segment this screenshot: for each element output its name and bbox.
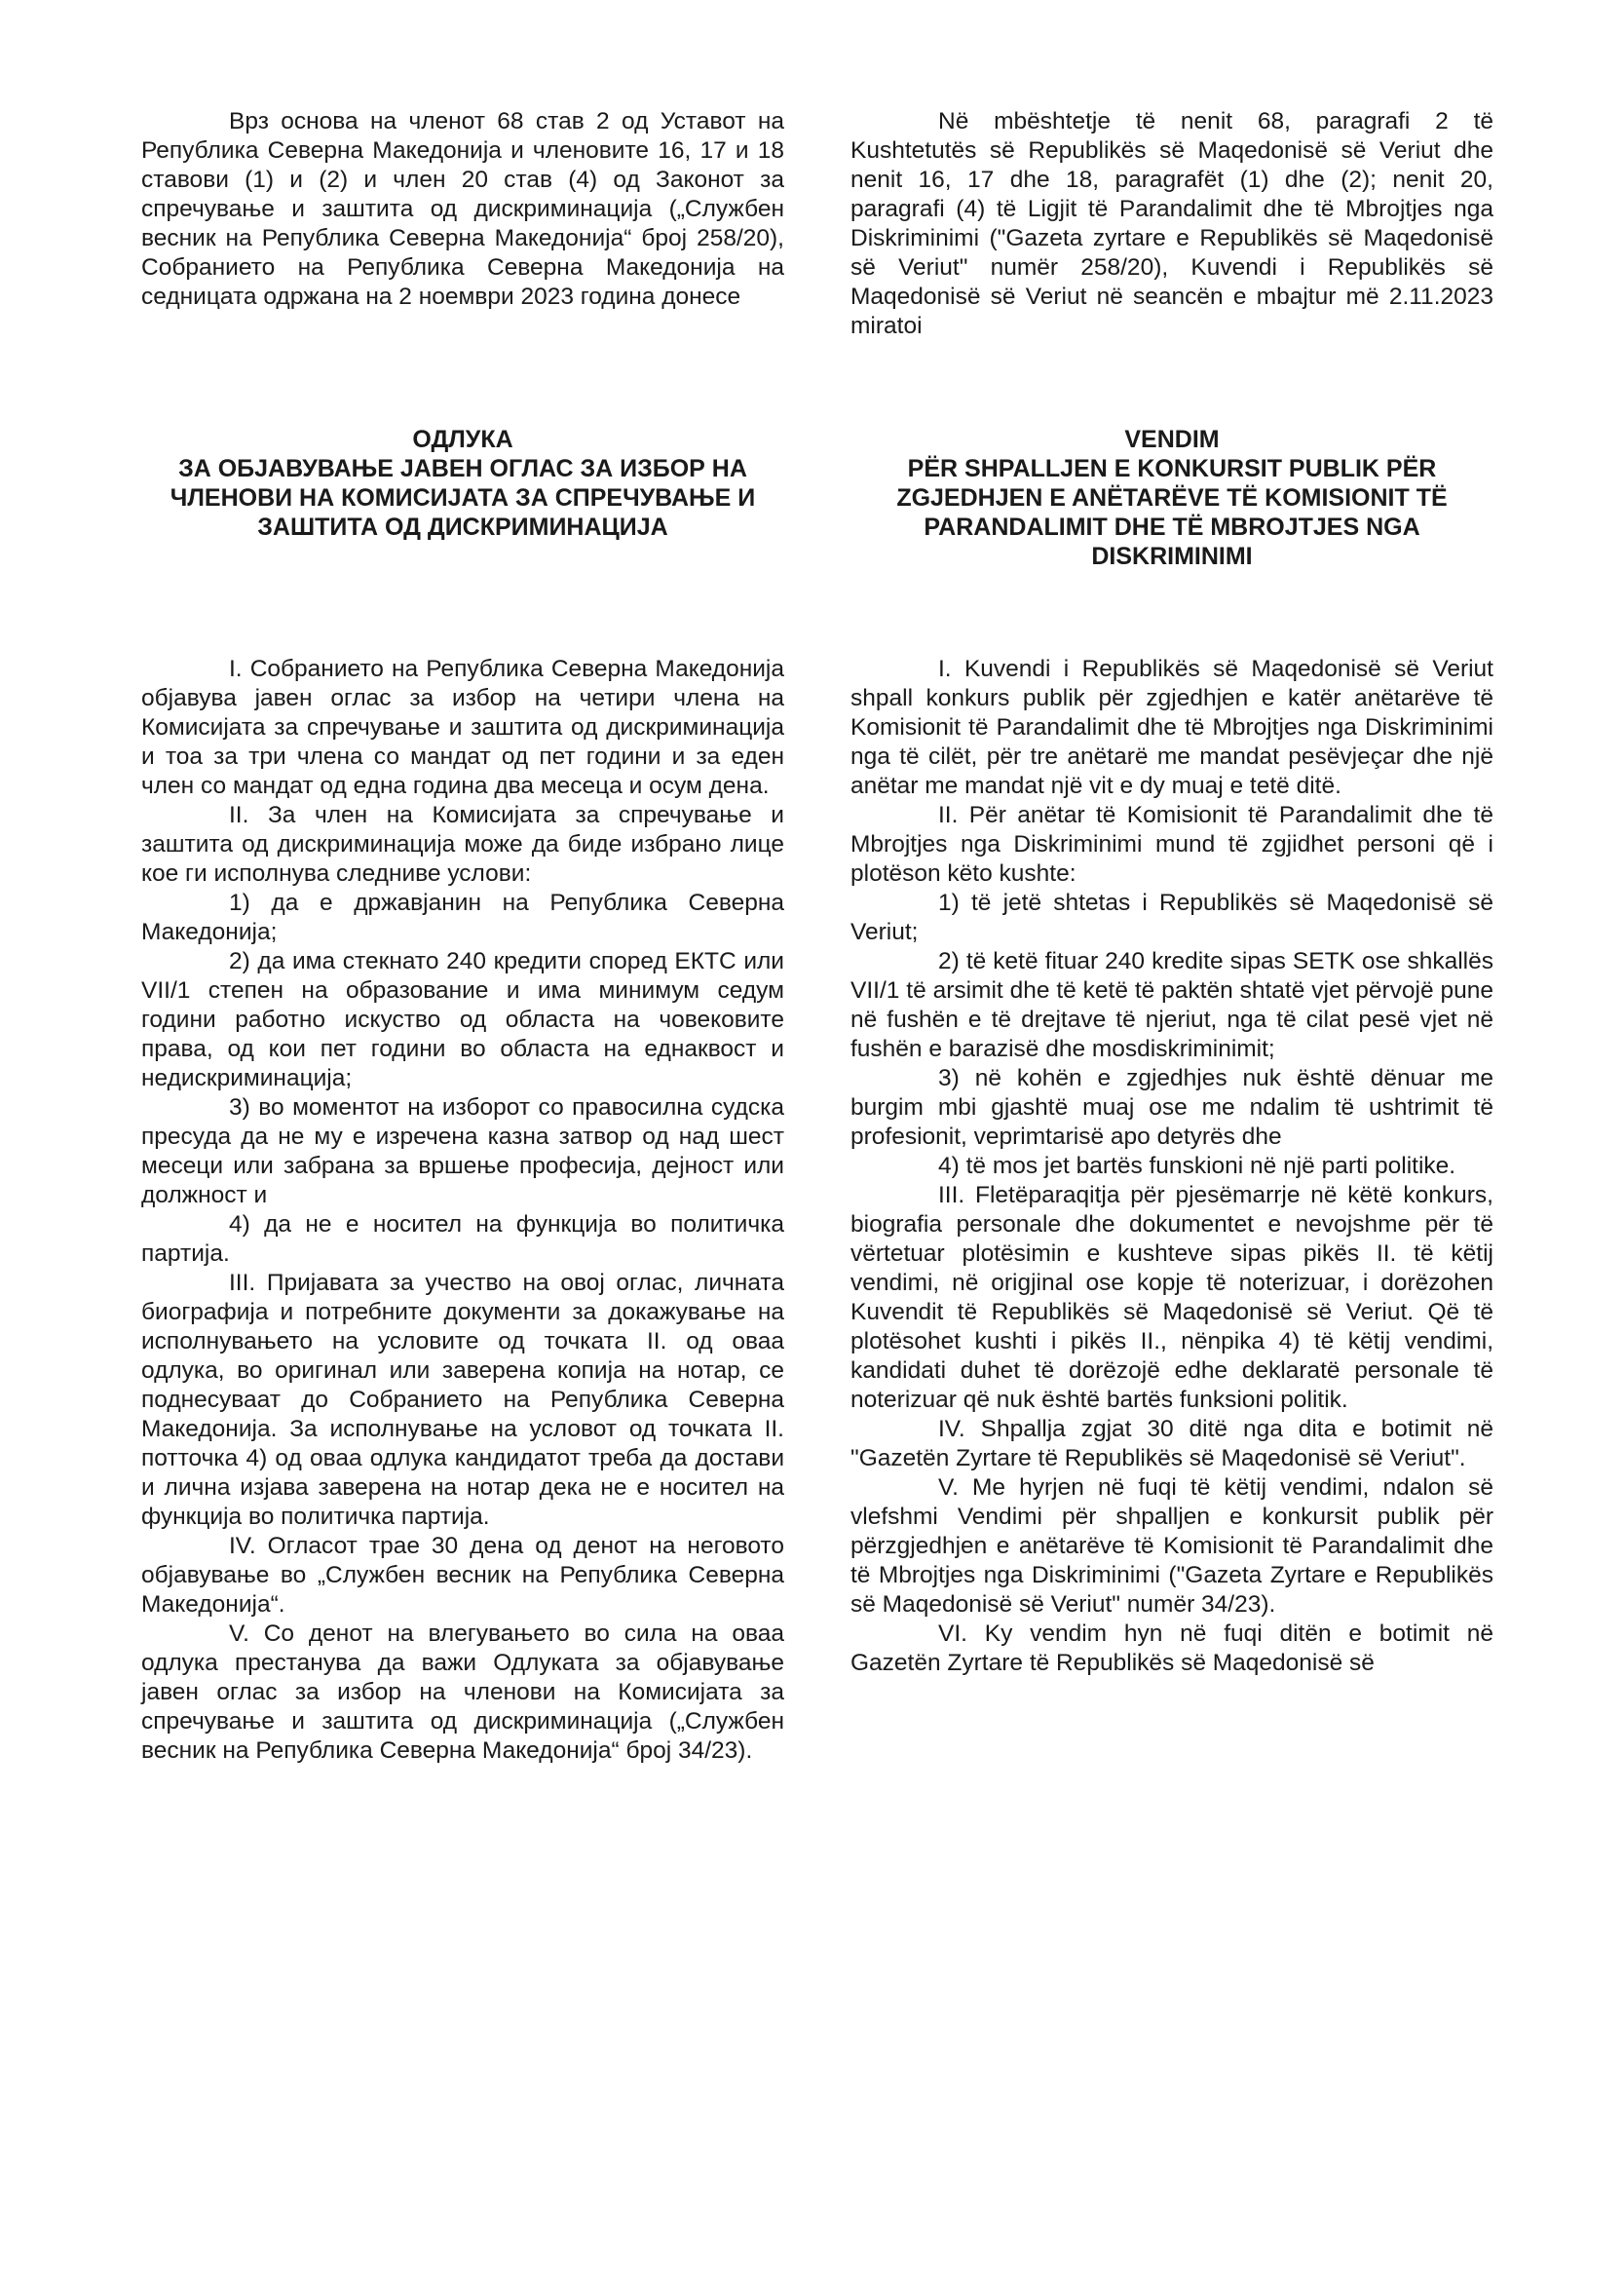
intro-paragraph: Në mbështetje të nenit 68, paragrafi 2 të Kushtetutës së Republikës së Maqedonisë së Veriut dhe nenit 16, 17 dhe 18, paragrafët (1) dhe (2); nenit 20, paragrafi (4) të Ligjit të Parandalimit dhe të Mbrojtjes nga Diskriminimi ("Gazeta zyrtare e Republikës së Maqedonisë së Veriut" numër 258/20), Kuvendi i Republikës së Maqedonisë së Veriut në seancën e mbajtur më 2.11.2023 miratoi [850, 108, 1493, 339]
title-subheading: PËR SHPALLJEN E KONKURSIT PUBLIK PËR ZGJEDHJEN E ANËTARËVE TË KOMISIONIT TË PARANDALIMIT DHE TË MBROJTJES NGA DISKRIMINIMI [896, 455, 1448, 570]
section-2: II. Për anëtar të Komisionit të Parandalimit dhe të Mbrojtjes nga Diskriminimi mund të zgjidhet personi që i plotëson këto kushte: [850, 802, 1493, 887]
condition-3: 3) во моментот на изборот со правосилна судска пресуда да не му е изречена казна затвор од над шест месеци или забрана за вршење професија, дејност или должност и [141, 1094, 784, 1208]
section-2: II. За член на Комисијата за спречување и заштита од дискриминација може да биде избрано лице кое ги исполнува следниве услови: [141, 802, 784, 887]
document-title [850, 425, 1493, 571]
body-text [141, 655, 784, 1766]
title-heading: ОДЛУКА [412, 426, 513, 453]
condition-4: 4) të mos jet bartës funskioni në një parti politike. [938, 1153, 1456, 1179]
section-4: IV. Огласот трае 30 дена од денот на неговото објавување во „Службен весник на Република Северна Македонија“. [141, 1533, 784, 1618]
section-6: VI. Ky vendim hyn në fuqi ditën e botimit në Gazetën Zyrtare të Republikës së Maqedonisë së [850, 1621, 1493, 1676]
section-1: I. Собранието на Република Северна Македонија објавува јавен оглас за избор на четири члена на Комисијата за спречување и заштита од дискриминација и тоа за три члена со мандат од пет години и за еден член со мандат од една година два месеца и осум дена. [141, 656, 784, 799]
section-3: III. Пријавата за учество на овој оглас, личната биографија и потребните документи за докажување на исполнувањето на условите од точката II. од оваа одлука, во оригинал или заверена копија на нотар, се поднесуваат до Собранието на Република Северна Македонија. За исполнување на условот од точката II. потточка 4) од оваа одлука кандидатот треба да достави и лична изјава заверена на нотар дека не е носител на функција во политичка партија. [141, 1270, 784, 1530]
intro-paragraph: Врз основа на членот 68 став 2 од Уставот на Република Северна Македонија и членовите 16, 17 и 18 ставови (1) и (2) и член 20 став (4) од Законот за спречување и заштита од дискриминација („Службен весник на Република Северна Македонија“ број 258/20), Собранието на Република Северна Македонија на седницата одржана на 2 ноември 2023 година донесе [141, 108, 784, 310]
condition-4: 4) да не е носител на функција во политичка партија. [141, 1211, 784, 1267]
condition-1: 1) да е државјанин на Република Северна Македонија; [141, 890, 784, 945]
condition-3: 3) në kohën e zgjedhjes nuk është dënuar me burgim mbi gjashtë muaj ose me ndalim të ushtrimit të profesionit, veprimtarisë apo detyrës dhe [850, 1065, 1493, 1150]
section-3: III. Fletëparaqitja për pjesëmarrje në këtë konkurs, biografia personale dhe dokumentet e nevojshme për të vërtetuar plotësimin e kushteve sipas pikës II. të këtij vendimi, në origjinal ose kopje të noterizuar, i dorëzohen Kuvendit të Republikës së Maqedonisë së Veriut. Që të plotësohet kushti i pikës II., nënpika 4) të këtij vendimi, kandidati duhet të dorëzojë edhe deklaratë personale të noterizuar që nuk është bartës funksioni politik. [850, 1182, 1493, 1413]
condition-2: 2) да има стекнато 240 кредити според ЕКТС или VII/1 степен на образование и има минимум седум години работно искуство од областа на човековите права, од кои пет години во областа на еднаквост и недискриминација; [141, 948, 784, 1091]
section-1: I. Kuvendi i Republikës së Maqedonisë së Veriut shpall konkurs publik për zgjedhjen e katër anëtarëve të Komisionit të Parandalimit dhe të Mbrojtjes nga Diskriminimi nga të cilët, për tre anëtarë me mandat pesëvjeçar dhe një anëtar me mandat një vit e dy muaj e tetë ditë. [850, 656, 1493, 799]
section-4: IV. Shpallja zgjat 30 ditë nga dita e botimit në "Gazetën Zyrtare të Republikës së Maqedonisë së Veriut". [850, 1416, 1493, 1471]
condition-1: 1) të jetë shtetas i Republikës së Maqedonisë së Veriut; [850, 890, 1493, 945]
body-text [850, 655, 1493, 1678]
title-subheading: ЗА ОБЈАВУВАЊЕ ЈАВЕН ОГЛАС ЗА ИЗБОР НА ЧЛЕНОВИ НА КОМИСИЈАТА ЗА СПРЕЧУВАЊЕ И ЗАШТИТА ОД ДИСКРИМИНАЦИЈА [170, 455, 756, 541]
section-5: V. Me hyrjen në fuqi të këtij vendimi, ndalon së vlefshmi Vendimi për shpalljen e konkursit publik për përzgjedhjen e anëtarëve të Komisionit të Parandalimit dhe të Mbrojtjes nga Diskriminimi ("Gazeta Zyrtare e Republikës së Maqedonisë së Veriut" numër 34/23). [850, 1474, 1493, 1618]
title-heading: VENDIM [1124, 426, 1220, 453]
section-5: V. Со денот на влегувањето во сила на оваа одлука престанува да важи Одлуката за објавување јавен оглас за избор на членови на Комисијата за спречување и заштита од дискриминација („Службен весник на Република Северна Македонија“ број 34/23). [141, 1621, 784, 1764]
condition-2: 2) të ketë fituar 240 kredite sipas SETK ose shkallës VII/1 të arsimit dhe të ketë të paktën shtatë vjet përvojë pune në fushën e të drejtave të njeriut, nga të cilat pesë vjet në fushën e barazisë dhe mosdiskriminimit; [850, 948, 1493, 1062]
document-title [141, 425, 784, 542]
